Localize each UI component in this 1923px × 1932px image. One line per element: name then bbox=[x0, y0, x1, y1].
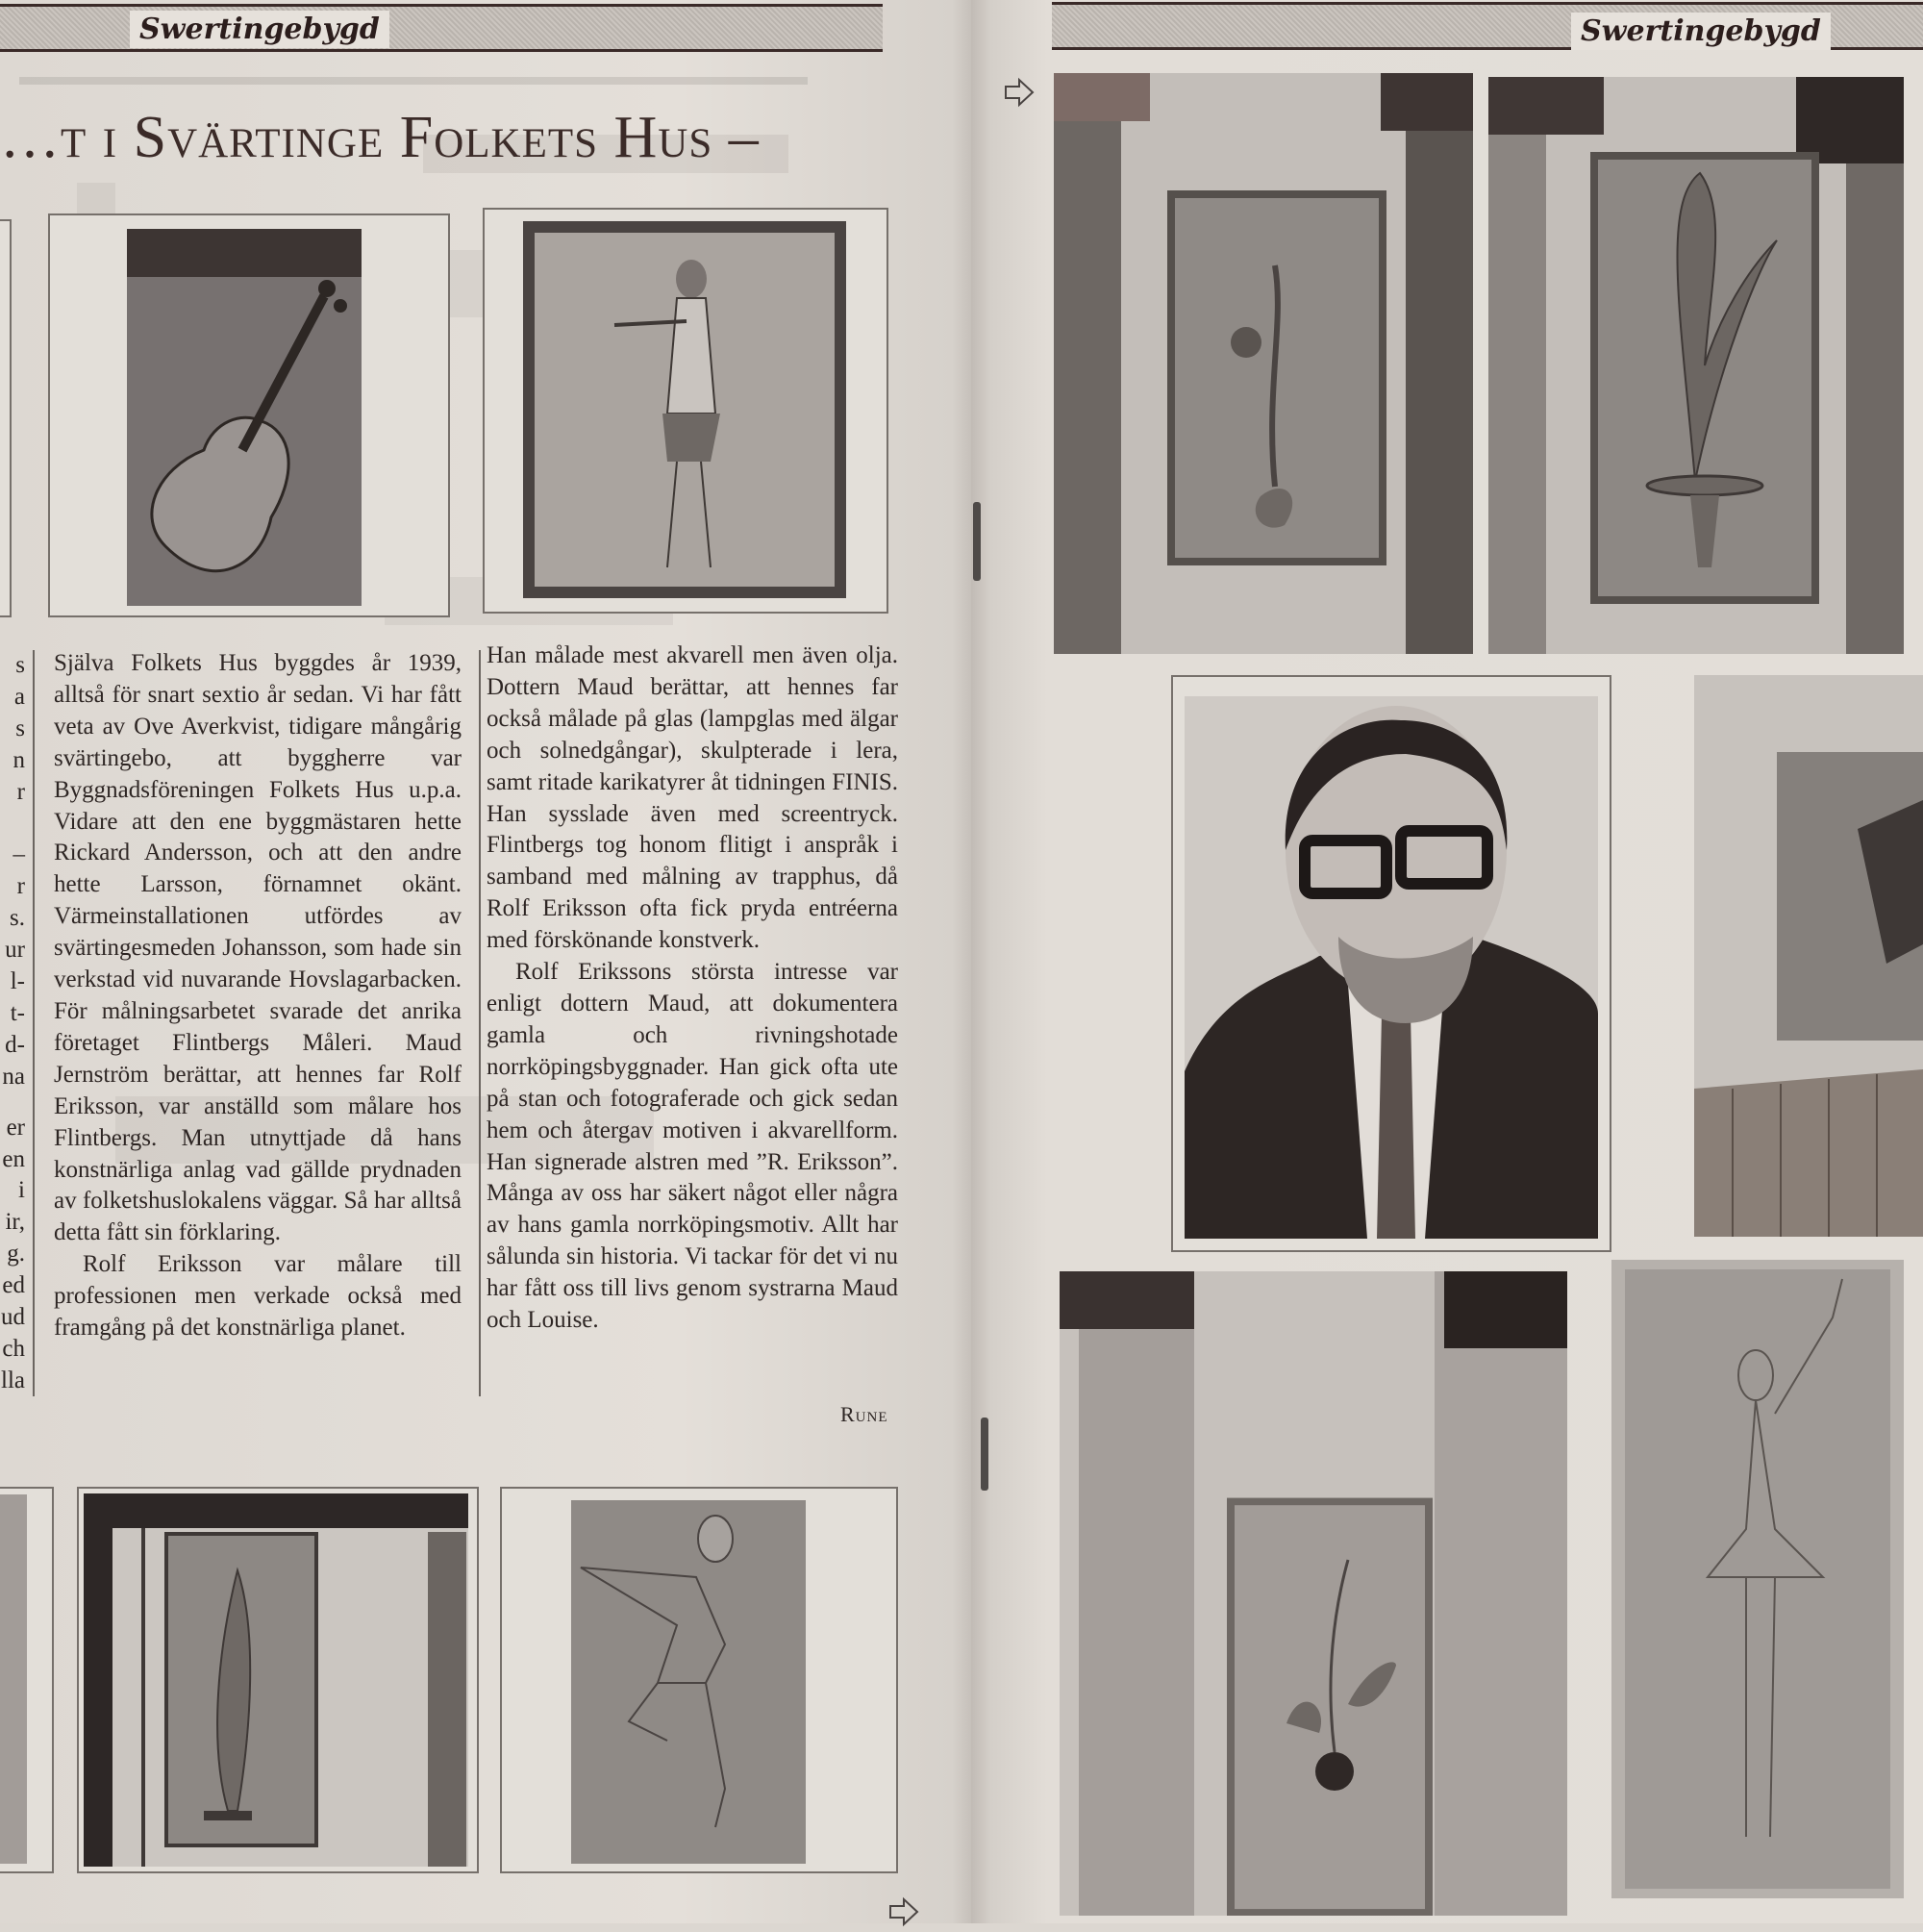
flower-with-bulb-icon bbox=[1060, 1271, 1567, 1916]
ballerina-painting-photo bbox=[1611, 1260, 1904, 1898]
column-rule bbox=[33, 650, 35, 1396]
publication-name: Swertingebygd bbox=[1571, 13, 1831, 50]
partial-door-photo bbox=[0, 1494, 27, 1864]
fragment: l- bbox=[10, 968, 25, 995]
flower-bulb-door-panel-photo bbox=[1060, 1271, 1567, 1916]
fragment: er bbox=[6, 1114, 25, 1141]
man-with-guitar-icon bbox=[1694, 675, 1923, 1237]
masthead-left bbox=[0, 4, 883, 52]
photo-frame-leaf-panel bbox=[77, 1487, 479, 1873]
photo-frame-portrait bbox=[1171, 675, 1611, 1252]
plume-urn-door-panel-photo bbox=[1488, 77, 1904, 654]
fragment: d- bbox=[5, 1031, 25, 1058]
fragment: s. bbox=[10, 905, 25, 932]
continue-arrow-right bbox=[1004, 77, 1035, 108]
leaf-ornament-icon bbox=[84, 1493, 468, 1867]
fragment: en bbox=[2, 1145, 25, 1172]
violin-painting-photo bbox=[127, 229, 362, 606]
article-column-2 bbox=[487, 640, 898, 1337]
leaf-ornament-photo bbox=[84, 1493, 468, 1867]
column-rule bbox=[479, 650, 481, 1396]
fragment: – bbox=[12, 841, 25, 868]
staple-bottom bbox=[981, 1418, 988, 1491]
fragment: i bbox=[18, 1177, 25, 1204]
fragment: ud bbox=[1, 1304, 25, 1331]
photo-frame-dancer bbox=[500, 1487, 898, 1873]
woman-with-flute-icon bbox=[523, 221, 846, 598]
fragment: t- bbox=[10, 999, 25, 1026]
partial-column-fragments bbox=[0, 650, 25, 1397]
paragraph: Rolf Eriksson var målare till professionen men verkade också med framgång på det konstnärliga planet. bbox=[54, 1251, 462, 1342]
staple-top bbox=[973, 502, 981, 581]
guitar-man-painting-photo-partial bbox=[1694, 675, 1923, 1237]
fragment: n bbox=[12, 746, 25, 773]
fragment: na bbox=[2, 1063, 25, 1090]
violin-icon bbox=[127, 229, 362, 606]
photo-frame-partial-left bbox=[0, 219, 12, 617]
fragment: s bbox=[15, 652, 25, 678]
fragment: lla bbox=[1, 1367, 25, 1393]
fragment: r bbox=[16, 873, 25, 900]
ballerina-icon bbox=[1611, 1260, 1904, 1898]
photo-frame-flute-woman bbox=[483, 208, 888, 614]
arrow-right-icon bbox=[888, 1896, 919, 1927]
photo-frame-violin bbox=[48, 213, 450, 617]
paragraph: Han målade mest akvarell men även olja. Dottern Maud berättar, att hennes far också målade på glas (lampglas med älgar och solnedgångar), skulpterade i lera, samt ritade karikatyrer åt tidningen FINIS. Han sysslade även med screentryck. Flintbergs tog honom flitigt i anspråk i samband med målning av trapphus, då Rolf Eriksson ofta fick pryda entréerna med förskönande konstverk. bbox=[487, 642, 898, 954]
dancing-woman-photo bbox=[571, 1500, 806, 1864]
article-column-1 bbox=[54, 648, 462, 1344]
portrait-of-rolf-eriksson bbox=[1185, 696, 1598, 1239]
flute-woman-painting-photo bbox=[523, 221, 846, 598]
plume-urn-icon bbox=[1488, 77, 1904, 654]
fragment: ur bbox=[5, 937, 25, 964]
fragment: ed bbox=[2, 1272, 25, 1299]
continue-arrow-left bbox=[888, 1896, 919, 1927]
fragment: s bbox=[15, 715, 25, 741]
portrait-man-with-glasses-icon bbox=[1185, 696, 1598, 1239]
author-byline: Rune bbox=[840, 1402, 888, 1426]
fragment: r bbox=[16, 778, 25, 805]
paragraph: Själva Folkets Hus byggdes år 1939, alltså för snart sextio år sedan. Vi har fått veta av Ove Averkvist, tidigare mångårig svärtingebo, att byggherre var Byggnadsföreningen Folkets Hus u.p.a. Vidare att den ene byggmästaren hette Rickard Andersson, och att den andre hette Larsson, förnamnet okänt. Värmeinstallationen utfördes av svärtingesmeden Johansson, som hade sin verkstad vid nuvarande Hovslagarbacken. För målningsarbetet svarade det anrika företaget Flintbergs Måleri. Maud Jernström berättar, att hennes far Rolf Eriksson, var anställd som målare hos Flintbergs. Man utnyttjade då hans konstnärliga anlag vad gällde prydnaden av folketshuslokalens väggar. Så har alltså detta fått sin förklaring. bbox=[54, 650, 462, 1246]
fragment: g. bbox=[7, 1241, 25, 1267]
fragment: ir, bbox=[5, 1209, 25, 1236]
publication-name: Swertingebygd bbox=[130, 11, 389, 48]
masthead-right bbox=[1052, 2, 1923, 50]
lily-ornament-icon bbox=[1054, 73, 1473, 654]
article-headline: …t i Svärtinge Folkets Hus – bbox=[0, 105, 760, 170]
photo-frame-partial-door bbox=[0, 1487, 54, 1873]
paragraph: Rolf Erikssons största intresse var enligt dottern Maud, att dokumentera gamla och rivningshotade norrköpingsbyggnader. Han gick ofta ute på stan och fotograferade och gick sedan hem och återgav motiven i akvarellform. Han signerade alstren med ”R. Eriksson”. Många av oss har säkert något eller några av hans gamla norrköpingsmotiv. Allt har sålunda sin historia. Vi tackar för det vi nu har fått oss till livs genom systrarna Maud och Louise. bbox=[487, 959, 898, 1334]
lily-door-panel-photo bbox=[1054, 73, 1473, 654]
arrow-right-icon bbox=[1004, 77, 1035, 108]
dancing-woman-icon bbox=[571, 1500, 806, 1864]
page-gutter bbox=[952, 0, 990, 1923]
fragment: a bbox=[13, 683, 25, 710]
fragment: ch bbox=[2, 1336, 25, 1363]
